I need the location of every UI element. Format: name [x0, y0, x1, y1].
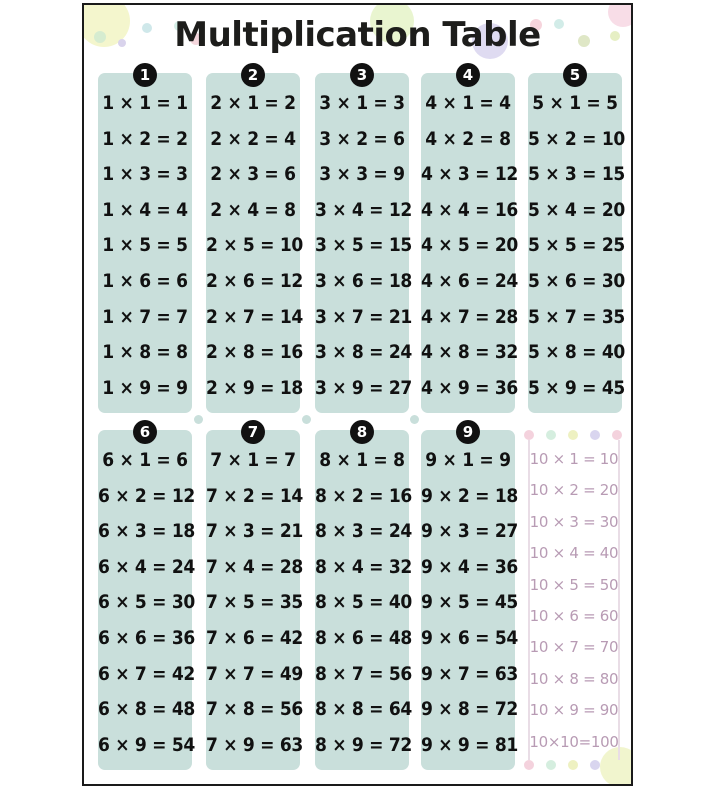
equation: 6 × 1 = 6	[102, 449, 188, 471]
equation: 5 × 9 = 45	[528, 376, 626, 399]
equation: 3 × 8 = 24	[315, 341, 413, 364]
equation: 9 × 2 = 18	[421, 484, 519, 507]
table-number-badge: 2	[241, 63, 265, 87]
equation: 4 × 2 = 8	[425, 127, 511, 150]
equation: 7 × 3 = 21	[206, 520, 304, 543]
equation: 9 × 9 = 81	[421, 733, 519, 756]
equation: 4 × 7 = 28	[421, 305, 519, 328]
equation: 6 × 2 = 12	[98, 484, 196, 507]
equation: 9 × 4 = 36	[421, 555, 519, 578]
equation: 7 × 2 = 14	[206, 484, 304, 507]
equation: 9 × 8 = 72	[421, 698, 519, 721]
page-title: Multiplication Table	[174, 15, 541, 55]
decor-bubble	[568, 760, 578, 770]
ten-equation: 10 × 9 = 90	[529, 701, 619, 720]
equation: 3 × 6 = 18	[315, 270, 413, 292]
equation: 8 × 5 = 40	[315, 591, 413, 614]
equation: 7 × 4 = 28	[206, 555, 304, 578]
table-number-badge: 7	[241, 420, 265, 444]
equation: 4 × 6 = 24	[421, 270, 519, 292]
equation: 8 × 1 = 8	[319, 449, 405, 471]
equation: 1 × 7 = 7	[102, 305, 188, 328]
equation: 2 × 6 = 12	[206, 270, 304, 292]
decor-bubble	[568, 430, 578, 440]
equation: 4 × 5 = 20	[421, 234, 519, 257]
poster	[82, 3, 633, 786]
decor-bubble	[302, 415, 311, 424]
equation: 8 × 7 = 56	[315, 662, 413, 685]
equation: 3 × 5 = 15	[315, 234, 413, 257]
equation: 3 × 2 = 6	[319, 127, 405, 150]
ten-equation: 10 × 2 = 20	[529, 481, 619, 500]
equation: 3 × 7 = 21	[315, 305, 413, 328]
equation: 4 × 9 = 36	[421, 376, 519, 399]
equation: 8 × 8 = 64	[315, 698, 413, 721]
equation: 9 × 3 = 27	[421, 520, 519, 543]
equation: 4 × 8 = 32	[421, 341, 519, 364]
equation: 7 × 6 = 42	[206, 627, 304, 649]
equation: 4 × 1 = 4	[425, 92, 511, 114]
ten-table	[524, 430, 624, 770]
equation: 3 × 4 = 12	[315, 198, 413, 221]
equation: 8 × 3 = 24	[315, 520, 413, 543]
equation: 8 × 4 = 32	[315, 555, 413, 578]
equation: 1 × 4 = 4	[102, 198, 188, 221]
ten-equation: 10 × 5 = 50	[529, 575, 619, 594]
equation: 1 × 9 = 9	[102, 376, 188, 399]
equation: 5 × 7 = 35	[528, 305, 626, 328]
decor-bubble	[524, 430, 534, 440]
table-number-badge: 3	[350, 63, 374, 87]
ten-equation: 10 × 4 = 40	[529, 544, 619, 563]
equation: 2 × 9 = 18	[206, 376, 304, 399]
equation: 5 × 8 = 40	[528, 341, 626, 364]
equation: 6 × 4 = 24	[98, 555, 196, 578]
ten-equation: 10 × 7 = 70	[529, 638, 619, 657]
table-number-badge: 5	[563, 63, 587, 87]
equation: 6 × 9 = 54	[98, 733, 196, 756]
table-number-badge: 8	[350, 420, 374, 444]
equation: 4 × 4 = 16	[421, 198, 519, 221]
equation: 1 × 3 = 3	[102, 163, 188, 186]
equation: 8 × 2 = 16	[315, 484, 413, 507]
equation: 7 × 1 = 7	[210, 449, 296, 471]
decor-bubble	[524, 760, 534, 770]
equation: 4 × 3 = 12	[421, 163, 519, 186]
ten-equation: 10 × 8 = 80	[529, 669, 619, 688]
equation: 6 × 6 = 36	[98, 627, 196, 649]
equation: 5 × 2 = 10	[528, 127, 626, 150]
equation: 1 × 8 = 8	[102, 341, 188, 364]
equation: 9 × 1 = 9	[425, 449, 511, 471]
equation: 5 × 1 = 5	[532, 92, 618, 114]
equation: 6 × 5 = 30	[98, 591, 196, 614]
table-number-badge: 6	[133, 420, 157, 444]
equation: 2 × 1 = 2	[210, 92, 296, 114]
equation: 9 × 7 = 63	[421, 662, 519, 685]
decor-bubble	[546, 430, 556, 440]
equation: 7 × 8 = 56	[206, 698, 304, 721]
equation: 5 × 5 = 25	[528, 234, 626, 257]
equation: 5 × 3 = 15	[528, 163, 626, 186]
equation: 2 × 8 = 16	[206, 341, 304, 364]
ten-equation: 10×10=100	[529, 732, 619, 751]
table-number-badge: 9	[456, 420, 480, 444]
equation: 3 × 1 = 3	[319, 92, 405, 114]
table-number-badge: 1	[133, 63, 157, 87]
equation: 2 × 4 = 8	[210, 198, 296, 221]
equation: 7 × 5 = 35	[206, 591, 304, 614]
equation: 1 × 5 = 5	[102, 234, 188, 257]
decor-bubble	[410, 415, 419, 424]
ten-equation: 10 × 6 = 60	[529, 607, 619, 625]
equation: 2 × 2 = 4	[210, 127, 296, 150]
equation: 1 × 6 = 6	[102, 270, 188, 292]
equation: 5 × 6 = 30	[528, 270, 626, 292]
equation: 3 × 3 = 9	[319, 163, 405, 186]
equation: 2 × 3 = 6	[210, 163, 296, 186]
table-number-badge: 4	[456, 63, 480, 87]
decor-bubble	[546, 760, 556, 770]
equation: 9 × 6 = 54	[421, 627, 519, 649]
equation: 2 × 7 = 14	[206, 305, 304, 328]
decor-bubble	[590, 430, 600, 440]
equation: 3 × 9 = 27	[315, 376, 413, 399]
ten-equation: 10 × 1 = 10	[529, 450, 619, 468]
decor-bubble	[194, 415, 203, 424]
equation: 9 × 5 = 45	[421, 591, 519, 614]
equation: 5 × 4 = 20	[528, 198, 626, 221]
equation: 6 × 7 = 42	[98, 662, 196, 685]
equation: 6 × 3 = 18	[98, 520, 196, 543]
equation: 7 × 9 = 63	[206, 733, 304, 756]
equation: 1 × 2 = 2	[102, 127, 188, 150]
equation: 1 × 1 = 1	[102, 92, 188, 114]
equation: 7 × 7 = 49	[206, 662, 304, 685]
equation: 6 × 8 = 48	[98, 698, 196, 721]
equation: 8 × 6 = 48	[315, 627, 413, 649]
decor-bubble	[590, 760, 600, 770]
equation: 8 × 9 = 72	[315, 733, 413, 756]
decor-bubble	[612, 430, 622, 440]
ten-equation: 10 × 3 = 30	[529, 512, 619, 531]
equation: 2 × 5 = 10	[206, 234, 304, 257]
